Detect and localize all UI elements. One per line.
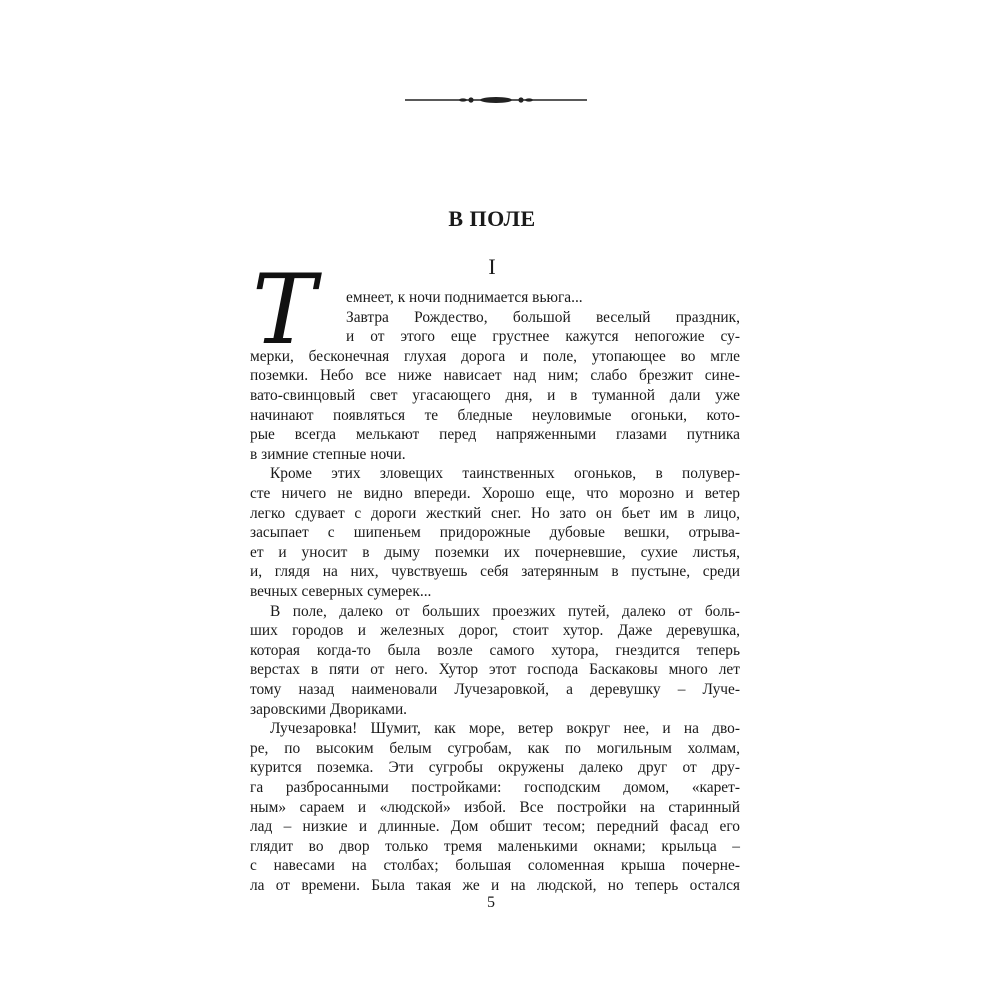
text-line: тому назад наименовали Лучезаровкой, а деревушку – Луче- <box>250 681 740 698</box>
text-line: которая когда-то была возле самого хутора, гнездится теперь <box>250 641 740 659</box>
text-line: ших городов и железных дорог, стоит хутор. Даже деревушка, <box>250 622 740 640</box>
text-line: ет и уносит в дыму поземки их почерневшие, сухие листья, <box>250 543 740 561</box>
text-line: заровскими Двориками. <box>250 700 408 718</box>
text-line: Кроме этих зловещих таинственных огоньков, в полувер- <box>270 465 740 483</box>
text-line: ре, по высоким белым сугробам, как по могильным холмам, <box>250 739 740 757</box>
text-line: глядит во двор только тремя маленькими окнами; крыльца – <box>250 837 740 855</box>
text-line: засыпает с шипеньем придорожные дубовые вешки, отрыва- <box>250 524 740 542</box>
text-line: Завтра Рождество, большой веселый праздник, <box>346 308 740 326</box>
text-line: вато-свинцовый свет угасающего дня, и в туманной дали уже <box>250 387 740 404</box>
text-line: В поле, далеко от больших проезжих путей, далеко от боль- <box>270 602 740 620</box>
text-line: мерки, бесконечная глухая дорога и поле, утопающее во мгле <box>250 347 740 365</box>
ornament-divider <box>405 92 587 108</box>
text-line: Лучезаровка! Шумит, как море, ветер вокруг нее, и на дво- <box>270 720 740 738</box>
page-number: 5 <box>487 894 495 911</box>
text-line: вечных северных сумерек... <box>250 583 432 600</box>
text-line: в зимние степные ночи. <box>250 445 406 463</box>
text-line: ным» сараем и «людской» избой. Все постройки на старинный <box>250 798 740 816</box>
page-title: В ПОЛЕ <box>448 206 536 231</box>
text-line: курится поземка. Эти сугробы окружены далеко друг от дру- <box>250 759 740 777</box>
text-line: верстах в пяти от него. Хутор этот господа Баскаковы много лет <box>250 661 740 679</box>
text-line: и от этого еще грустнее кажутся непогожие су- <box>346 328 740 346</box>
text-line: легко сдувает с дороги жесткий снег. Но зато он бьет им в лицо, <box>250 504 740 522</box>
chapter-number: I <box>488 254 496 279</box>
text-line: ла от времени. Была такая же и на людской, но теперь остался <box>250 877 740 894</box>
text-line: поземки. Небо все ниже нависает над ним; слабо брезжит сине- <box>250 367 740 385</box>
text-line: га разбросанными постройками: господским домом, «карет- <box>250 779 740 796</box>
text-line: с навесами на столбах; большая соломенная крыша почерне- <box>250 857 740 875</box>
text-line: сте ничего не видно впереди. Хорошо еще, что морозно и ветер <box>250 485 740 502</box>
text-line: рые всегда мелькают перед напряженными глазами путника <box>250 426 740 444</box>
drop-cap: Т <box>252 254 317 366</box>
text-line: начинают появляться те бледные неуловимые огоньки, кото- <box>250 406 740 424</box>
text-line: и, глядя на них, чувствуешь себя затерянным в пустыне, среди <box>250 563 740 581</box>
text-line: лад – низкие и длинные. Дом обшит тесом; передний фасад его <box>250 818 740 836</box>
text-line: емнеет, к ночи поднимается вьюга... <box>346 289 583 306</box>
